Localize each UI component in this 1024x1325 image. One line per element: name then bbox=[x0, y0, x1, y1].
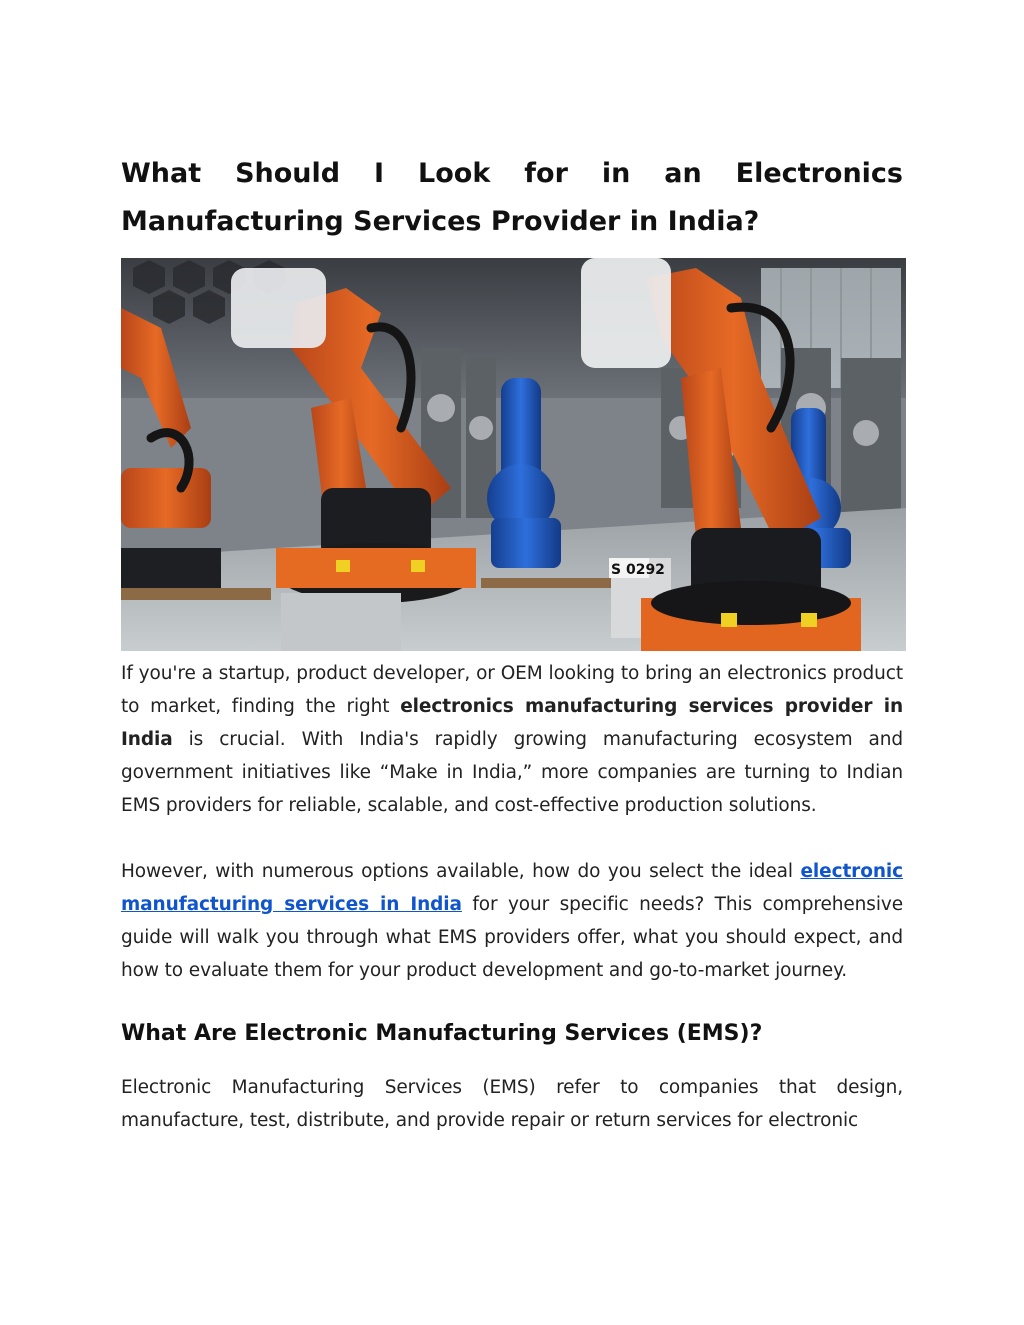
intro-paragraph: If you're a startup, product developer, or OEM looking to bring an electronics product to market, finding the right electronics manufacturing services provider in India is crucial. With India's rapidly growing manufacturing ecosystem and government initiatives like “Make in India,” more companies are turning to Indian EMS providers for reliable, scalable, and cost-effective production solutions. bbox=[121, 663, 904, 816]
article-title: What Should I Look for in an Electronics Manufacturing Services Provider in India? bbox=[121, 158, 903, 237]
factory-robots-image bbox=[121, 258, 906, 651]
svg-text:S 0292: S 0292 bbox=[611, 562, 665, 578]
ems-definition-paragraph: Electronic Manufacturing Services (EMS) refer to companies that design, manufacture, test, distribute, and provide repair or return services for electronic bbox=[121, 1077, 903, 1131]
ems-india-link[interactable]: electronic manufacturing services in India bbox=[121, 861, 903, 915]
second-paragraph: However, with numerous options available, how do you select the ideal electronic manufacturing services in India for your specific needs? This comprehensive guide will walk you through what EMS providers offer, what you should expect, and how to evaluate them for your product development and go-to-market journey. bbox=[121, 861, 903, 981]
section-heading: What Are Electronic Manufacturing Services (EMS)? bbox=[121, 1021, 763, 1046]
emphasis-ems-provider: electronics manufacturing services provider in India bbox=[121, 696, 904, 750]
document-page bbox=[121, 150, 903, 1137]
